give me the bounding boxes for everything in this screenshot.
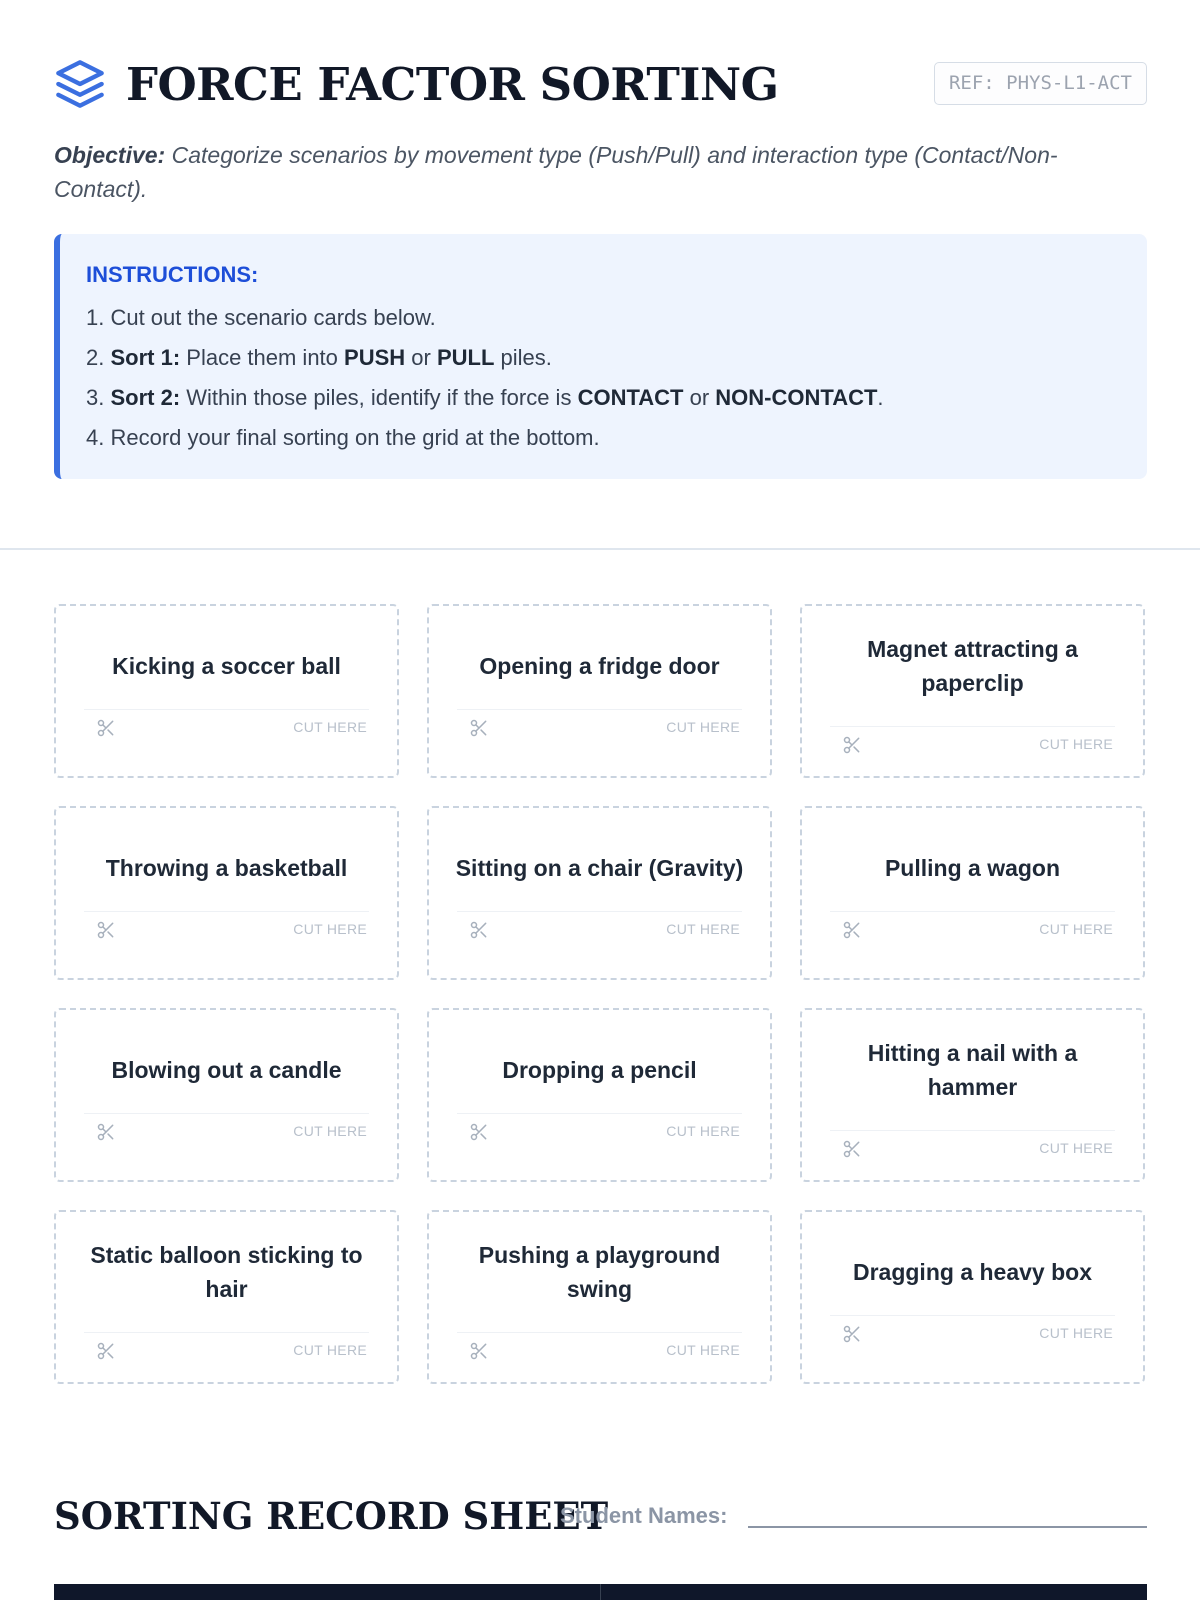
instruction-emphasis: CONTACT <box>577 385 684 410</box>
cut-line <box>830 1130 1115 1154</box>
instructions-title: INSTRUCTIONS: <box>86 262 259 287</box>
cut-here-label: CUT HERE <box>666 1123 740 1139</box>
instruction-text: or <box>405 345 437 370</box>
cut-line <box>830 911 1115 935</box>
instruction-step <box>86 338 1147 378</box>
scissors-icon <box>842 1139 862 1159</box>
instruction-text: Place them into <box>180 345 345 370</box>
instructions-box <box>54 234 1147 479</box>
reference-code-badge: REF: PHYS-L1-ACT <box>934 62 1147 105</box>
scenario-card-text: Opening a fridge door <box>479 653 720 679</box>
record-table-header <box>54 1584 1147 1600</box>
instruction-step <box>86 418 1147 458</box>
scissors-icon <box>96 920 116 940</box>
scenario-card-text: Dropping a pencil <box>502 1057 697 1083</box>
cut-here-label: CUT HERE <box>1039 1325 1113 1341</box>
cut-line <box>457 911 742 935</box>
objective-text <box>54 138 1147 206</box>
scenario-card-text: Sitting on a chair (Gravity) <box>455 855 744 881</box>
cut-line <box>830 726 1115 750</box>
scissors-icon <box>842 735 862 755</box>
cut-here-label: CUT HERE <box>293 1123 367 1139</box>
instruction-text: 1. Cut out the scenario cards below. <box>86 305 436 330</box>
scenario-card <box>800 1008 1145 1182</box>
instruction-text: 2. <box>86 345 111 370</box>
scenario-card <box>427 604 772 778</box>
cut-line <box>830 1315 1115 1339</box>
cut-line <box>84 709 369 733</box>
scenario-card-text: Blowing out a candle <box>111 1057 342 1083</box>
scenario-card-text: Dragging a heavy box <box>852 1259 1092 1285</box>
cut-here-label: CUT HERE <box>293 719 367 735</box>
scenario-card-text: Pushing a playground swing <box>478 1242 721 1302</box>
instruction-emphasis: NON-CONTACT <box>715 385 878 410</box>
scissors-icon <box>469 920 489 940</box>
instruction-emphasis: PULL <box>436 345 495 370</box>
scissors-icon <box>96 1122 116 1142</box>
scenario-card <box>800 806 1145 980</box>
scissors-icon <box>469 1341 489 1361</box>
scenario-card-text: Magnet attracting a paperclip <box>867 636 1078 696</box>
instruction-emphasis: PUSH <box>344 345 406 370</box>
student-names-field[interactable] <box>748 1526 1147 1528</box>
cut-here-label: CUT HERE <box>293 921 367 937</box>
scenario-card <box>427 1210 772 1384</box>
instruction-step <box>86 378 1147 418</box>
scissors-icon <box>842 920 862 940</box>
page-title: FORCE FACTOR SORTING <box>126 58 779 111</box>
scenario-card-text: Static balloon sticking to hair <box>90 1242 363 1302</box>
cut-line <box>84 911 369 935</box>
instruction-text: Within those piles, identify if the force is <box>180 385 578 410</box>
instruction-step <box>86 298 1147 338</box>
cut-line <box>457 709 742 733</box>
layers-icon <box>54 58 106 110</box>
instruction-text: 4. Record your final sorting on the grid at the bottom. <box>86 425 600 450</box>
scissors-icon <box>842 1324 862 1344</box>
record-sheet-header <box>54 1494 1147 1544</box>
scissors-icon <box>469 718 489 738</box>
instructions-list <box>86 298 1147 458</box>
scenario-card-grid <box>54 604 1147 1384</box>
scissors-icon <box>96 718 116 738</box>
cut-line <box>84 1332 369 1356</box>
scissors-icon <box>96 1341 116 1361</box>
student-names-label: Student Names: <box>560 1503 728 1528</box>
record-sheet-title: SORTING RECORD SHEET <box>54 1494 609 1538</box>
scenario-card <box>54 1008 399 1182</box>
scenario-card <box>427 1008 772 1182</box>
cut-here-label: CUT HERE <box>1039 736 1113 752</box>
objective-label: Objective: <box>54 142 166 168</box>
instruction-emphasis: Sort 1: <box>110 345 181 370</box>
cut-here-label: CUT HERE <box>666 921 740 937</box>
scenario-card <box>54 604 399 778</box>
instruction-text: piles. <box>494 345 552 370</box>
cut-here-label: CUT HERE <box>1039 1140 1113 1156</box>
scenario-card <box>54 806 399 980</box>
section-divider <box>0 548 1200 550</box>
scenario-card <box>54 1210 399 1384</box>
cut-here-label: CUT HERE <box>1039 921 1113 937</box>
scenario-card-text: Kicking a soccer ball <box>112 653 341 679</box>
scenario-card <box>800 1210 1145 1384</box>
cut-line <box>457 1113 742 1137</box>
cut-here-label: CUT HERE <box>293 1342 367 1358</box>
instruction-emphasis: Sort 2: <box>110 385 181 410</box>
objective-body: Categorize scenarios by movement type (Push/Pull) and interaction type (Contact/Non-Contact). <box>54 142 1058 202</box>
record-table-column-divider <box>600 1584 601 1600</box>
instruction-text: 3. <box>86 385 111 410</box>
cut-line <box>84 1113 369 1137</box>
scenario-card-text: Throwing a basketball <box>105 855 348 881</box>
scenario-card <box>427 806 772 980</box>
instruction-text: . <box>877 385 884 410</box>
instruction-text: or <box>683 385 716 410</box>
scenario-card-text: Hitting a nail with a hammer <box>867 1040 1078 1100</box>
cut-line <box>457 1332 742 1356</box>
cut-here-label: CUT HERE <box>666 719 740 735</box>
scissors-icon <box>469 1122 489 1142</box>
cut-here-label: CUT HERE <box>666 1342 740 1358</box>
page-header <box>54 56 1147 116</box>
scenario-card <box>800 604 1145 778</box>
scenario-card-text: Pulling a wagon <box>884 855 1061 881</box>
